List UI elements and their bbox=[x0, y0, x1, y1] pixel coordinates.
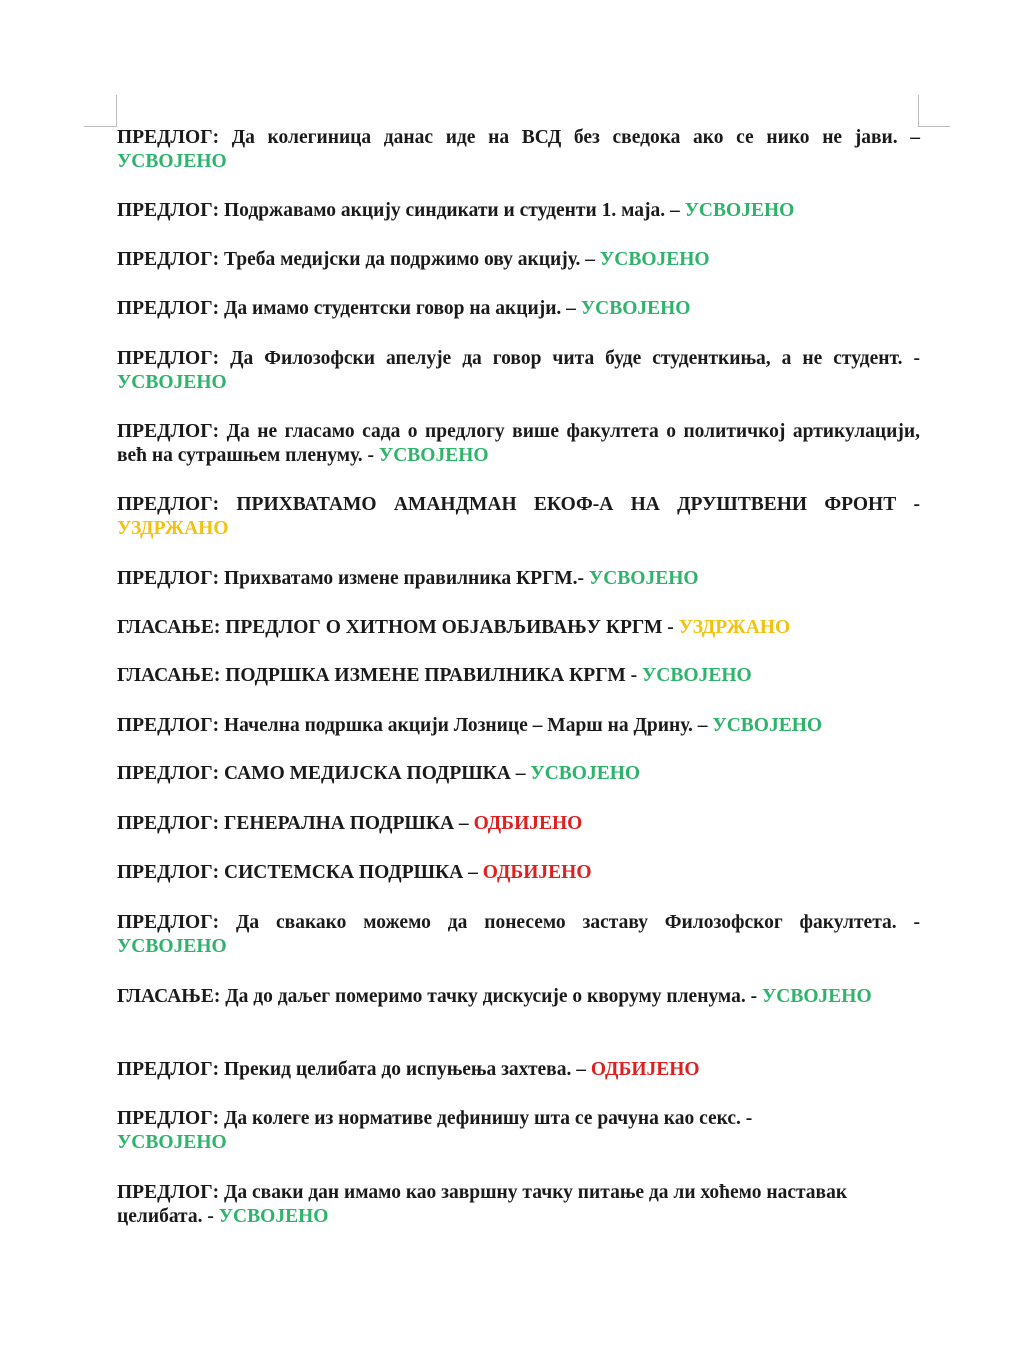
entry-prefix: ПРЕДЛОГ: bbox=[117, 715, 220, 736]
entry-text: Прекид целибата до испуњења захтева. – bbox=[223, 1059, 586, 1080]
list-item bbox=[117, 762, 920, 786]
list-item bbox=[117, 714, 920, 738]
crop-mark-top-right bbox=[918, 95, 919, 127]
list-item bbox=[117, 1181, 920, 1228]
entry-prefix: ПРЕДЛОГ: bbox=[117, 1108, 220, 1129]
entry-text: Да свакако можемо да понесемо заставу Филозофског факултета. - bbox=[235, 912, 921, 933]
entry-result: ОДБИЈЕНО bbox=[473, 813, 583, 834]
list-item bbox=[117, 297, 920, 321]
entry-prefix: ПРЕДЛОГ: bbox=[117, 348, 220, 369]
entry-result: УСВОЈЕНО bbox=[117, 1131, 227, 1153]
list-item bbox=[117, 911, 920, 958]
entry-prefix: ПРЕДЛОГ: bbox=[117, 1182, 220, 1203]
entry-result: УСВОЈЕНО bbox=[117, 935, 227, 957]
list-item bbox=[117, 126, 920, 173]
entry-prefix: ПРЕДЛОГ: bbox=[117, 813, 220, 834]
entry-text: САМО МЕДИЈСКА ПОДРШКА – bbox=[223, 763, 526, 784]
list-item bbox=[117, 248, 920, 272]
entry-prefix: ПРЕДЛОГ: bbox=[117, 862, 220, 883]
entry-result: УСВОЈЕНО bbox=[599, 249, 710, 270]
entry-result: УСВОЈЕНО bbox=[684, 200, 795, 221]
entry-result: УСВОЈЕНО bbox=[588, 568, 699, 589]
list-item bbox=[117, 616, 920, 640]
entry-prefix: ПРЕДЛОГ: bbox=[117, 127, 220, 148]
entry-text: Да имамо студентски говор на акцији. – bbox=[223, 298, 576, 319]
entry-prefix: ПРЕДЛОГ: bbox=[117, 249, 220, 270]
entry-prefix: ГЛАСАЊЕ: bbox=[117, 665, 221, 686]
entry-result: ОДБИЈЕНО bbox=[482, 862, 592, 883]
crop-mark-top-left bbox=[84, 126, 116, 127]
entry-result: УСВОЈЕНО bbox=[761, 986, 872, 1007]
entry-text: ПРИХВАТАМО АМАНДМАН ЕКОФ-А НА ДРУШТВЕНИ ФРОНТ - bbox=[236, 494, 920, 515]
entry-text: ГЕНЕРАЛНА ПОДРШКА – bbox=[223, 813, 469, 834]
entry-text: СИСТЕМСКА ПОДРШКА – bbox=[223, 862, 478, 883]
list-item bbox=[117, 861, 920, 885]
entry-result: УСВОЈЕНО bbox=[117, 371, 227, 393]
entry-text: Да колегиница данас иде на ВСД без сведока ако се нико не јави. – bbox=[231, 127, 920, 148]
list-item bbox=[117, 1058, 920, 1082]
entry-result: УСВОЈЕНО bbox=[712, 715, 823, 736]
entry-prefix: ПРЕДЛОГ: bbox=[117, 1059, 220, 1080]
entry-text: Да не гласамо сада о предлогу више факултета о политичкој артикулацији, већ на сутрашњем пленуму. - bbox=[117, 421, 921, 466]
entry-result: УСВОЈЕНО bbox=[580, 298, 691, 319]
crop-mark-top-right bbox=[918, 126, 950, 127]
entry-result: УСВОЈЕНО bbox=[642, 665, 752, 686]
entry-text: Да Филозофски апелује да говор чита буде студенткиња, а не студент. - bbox=[230, 348, 920, 369]
list-item bbox=[117, 199, 920, 223]
list-item bbox=[117, 1107, 920, 1154]
entry-prefix: ГЛАСАЊЕ: bbox=[117, 617, 221, 638]
list-item bbox=[117, 812, 920, 836]
entry-prefix: ПРЕДЛОГ: bbox=[117, 421, 220, 442]
entry-prefix: ПРЕДЛОГ: bbox=[117, 568, 220, 589]
entry-prefix: ПРЕДЛОГ: bbox=[117, 200, 220, 221]
list-item bbox=[117, 567, 920, 591]
entry-text: Да до даљег померимо тачку дискусије о кворуму пленума. - bbox=[225, 986, 758, 1007]
list-item bbox=[117, 493, 920, 540]
list-item bbox=[117, 347, 920, 394]
entry-text: ПРЕДЛОГ О ХИТНОМ ОБЈАВЉИВАЊУ КРГМ - bbox=[225, 617, 674, 638]
entry-text: Начелна подршка акцији Лознице – Марш на Дрину. – bbox=[223, 715, 708, 736]
entry-text: ПОДРШКА ИЗМЕНЕ ПРАВИЛНИКА КРГМ - bbox=[225, 665, 638, 686]
entry-prefix: ПРЕДЛОГ: bbox=[117, 494, 220, 515]
entry-text: Треба медијски да подржимо ову акцију. – bbox=[223, 249, 596, 270]
entry-text: Подржавамо акцију синдикати и студенти 1. маја. – bbox=[223, 200, 680, 221]
list-item bbox=[117, 664, 920, 688]
entry-text: Да сваки дан имамо као завршну тачку питање да ли хоћемо наставак целибата. - bbox=[117, 1182, 848, 1227]
entry-prefix: ПРЕДЛОГ: bbox=[117, 763, 220, 784]
list-item bbox=[117, 420, 920, 467]
entry-prefix: ПРЕДЛОГ: bbox=[117, 912, 220, 933]
entry-result: УСВОЈЕНО bbox=[378, 444, 489, 466]
entry-result: УСВОЈЕНО bbox=[530, 763, 641, 784]
entry-result: УЗДРЖАНО bbox=[678, 617, 791, 638]
entry-result: УСВОЈЕНО bbox=[117, 150, 227, 172]
entry-prefix: ГЛАСАЊЕ: bbox=[117, 986, 221, 1007]
entry-text: Прихватамо измене правилника КРГМ.- bbox=[223, 568, 585, 589]
entry-result: УЗДРЖАНО bbox=[117, 517, 229, 539]
crop-mark-top-left bbox=[116, 95, 117, 127]
entry-text: Да колеге из нормативе дефинишу шта се рачуна као секс. - bbox=[223, 1108, 753, 1129]
entry-result: ОДБИЈЕНО bbox=[590, 1059, 700, 1080]
entry-result: УСВОЈЕНО bbox=[218, 1205, 329, 1227]
entry-prefix: ПРЕДЛОГ: bbox=[117, 298, 220, 319]
list-item bbox=[117, 985, 920, 1009]
